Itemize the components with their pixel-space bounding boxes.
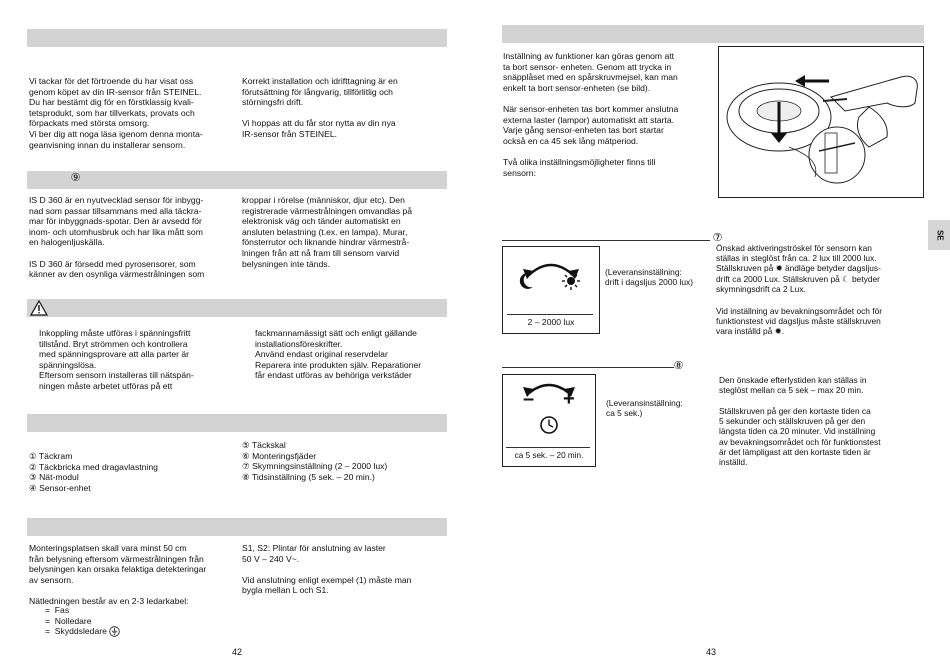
list-item: = Fas xyxy=(45,605,70,615)
list-item: ⑦ Skymningsinställning (2 – 2000 lux) xyxy=(242,461,388,472)
clock-icon xyxy=(541,417,557,433)
page-number: 43 xyxy=(706,647,717,657)
list-item: ⑥ Monteringsfjäder xyxy=(242,450,317,461)
description-text-col1: IS D 360 är en nyutvecklad sensor för inbygg- nad som passar tillsammans med alla täckra- mar för inbyggnads-spotar. Den är avsedd för inom- och utomhusbruk och har lika mått som en halogenljuskälla. IS D 360 är försedd med pyrosensorer, som känner av den osynliga värmestrålningen som xyxy=(29,195,205,280)
sun-icon: ✹ xyxy=(772,326,782,337)
section-marker: ⑦ xyxy=(712,232,723,244)
twilight-range-label-line xyxy=(507,314,593,315)
warning-icon xyxy=(30,300,48,316)
mounting-text-col2: S1, S2: Plintar för anslutning av laster 50 V – 240 V~. Vid anslutning enligt exempel (1) måste man bygla mellan L och S1. xyxy=(242,543,412,596)
page-number: 42 xyxy=(232,647,243,657)
list-item: ① Täckram xyxy=(29,451,73,461)
minus-sign: – xyxy=(523,388,535,410)
section-header-bar xyxy=(502,25,924,43)
twilight-description-2: Vid inställning av bevakningsområdet och för funktionstest vid dagsljus måste ställskruven vara inställd på ✹. xyxy=(716,306,883,337)
time-range-label: ca 5 sek. – 20 min. xyxy=(514,451,584,460)
section-header-bar xyxy=(27,518,447,536)
ground-icon xyxy=(109,626,120,637)
section-marker: ⑧ xyxy=(673,360,684,372)
list-item: ③ Nät-modul xyxy=(29,472,79,483)
sensor-illustration-drawing xyxy=(719,47,923,197)
plus-sign: + xyxy=(563,388,575,410)
mounting-text-col1: Monteringsplatsen skall vara minst 50 cm från belysning eftersom värmestrålningen från belysningen kan orsaka felaktiga detekteringar av sensorn. Nätledningen består av en 2-3 ledarkabel: xyxy=(29,543,207,606)
divider xyxy=(502,367,674,368)
twilight-dial-diagram xyxy=(502,246,600,334)
twilight-dial-drawing xyxy=(503,247,599,317)
sun-icon: ✹ xyxy=(773,263,783,274)
sensor-removal-illustration xyxy=(718,46,924,198)
safety-text-col2: fackmannamässigt sätt och enligt gällande installationsföreskrifter. Använd endast original reservdelar Reparera inte produkten själv. Reparationer får endast utföras av behöriga verkstäder xyxy=(255,328,422,381)
section-marker: ⑨ xyxy=(70,172,81,184)
intro-text-col1: Vi tackar för det förtroende du har visat oss genom köpet av din IR-sensor från STEINEL. Du har bestämt dig för en förstklassig kvali- tetsprodukt, som har tillverkats, provats och förpackats med största omsorg. Vi ber dig att noga läsa igenom denna monta- geanvisning innan du installerar sensorn. xyxy=(29,76,203,150)
list-item: ④ Sensor-enhet xyxy=(29,482,91,493)
parts-list-col2 xyxy=(242,440,387,482)
time-dial-drawing xyxy=(503,375,595,445)
divider xyxy=(502,240,710,241)
section-header-bar xyxy=(27,171,447,189)
language-tab[interactable]: SE xyxy=(928,220,950,250)
time-description: Den önskade efterlystiden kan ställas in steglöst mellan ca 5 sek – max 20 min. xyxy=(719,375,867,396)
time-dial-diagram xyxy=(502,374,596,467)
twilight-description: Önskad aktiveringströskel för sensorn kan ställas in steglöst från ca. 2 lux till 2000 lux. Ställskruven på ✹ ändläge betyder dagsljus- drift ca 2000 Lux. Ställskruven på ☾ betyder skymningsdrift ca 2 Lux. xyxy=(716,243,881,294)
intro-text-col2: Korrekt installation och idrifttagning är en förutsättning för långvarig, tillförlitlig och störningsfri drift. Vi hoppas att du får stor nytta av din nya IR-sensor från STEINEL. xyxy=(242,76,398,139)
cable-list xyxy=(45,605,120,637)
section-header-bar xyxy=(27,299,447,317)
twilight-range-label: 2 – 2000 lux xyxy=(527,317,575,327)
section-header-bar xyxy=(27,29,447,47)
twilight-default-note: (Leveransinställning: drift i dagsljus 2000 lux) xyxy=(605,267,693,288)
description-text-col2: kroppar i rörelse (människor, djur etc). Den registrerade värmestrålningen omvandlas på elektronisk väg och tänder automatiskt en ansluten belastning (t.ex. en lampa). Murar, fönsterrutor och liknande hindrar värmestrå- lningen från att nå fram till sensorn varvid belysningen inte tänds. xyxy=(242,195,413,269)
section-header-bar xyxy=(27,414,447,432)
list-item: = Skyddsledare xyxy=(45,626,120,637)
time-default-note: (Leveransinställning: ca 5 sek.) xyxy=(606,398,683,419)
time-description-2: Ställskruven på ger den kortaste tiden ca 5 sekunder och ställskruven på ger den längsta tiden ca 20 minuter. Vid inställning av bevakningsområdet och för funktionstest är det lämpligast att den kortaste tiden är inställd. xyxy=(719,406,881,468)
list-item: ⑧ Tidsinställning (5 sek. – 20 min.) xyxy=(242,471,375,482)
list-item: = Nolledare xyxy=(45,615,92,626)
time-range-label-line xyxy=(506,447,590,448)
sun-icon xyxy=(562,272,580,290)
parts-list-col1 xyxy=(29,451,158,493)
list-item: ⑤ Täckskal xyxy=(242,440,286,450)
safety-text-col1: Inkoppling måste utföras i spänningsfritt tillstånd. Bryt strömmen och kontrollera med spänningsprovare att alla parter är spänningslösa. Eftersom sensorn installeras till nätspän- ningen måste arbetet utföras på ett xyxy=(39,328,194,391)
list-item: ② Täckbricka med dragavlastning xyxy=(29,461,158,472)
moon-icon: ☾ xyxy=(839,273,850,284)
settings-text: Inställning av funktioner kan göras genom att ta bort sensor- enheten. Genom att trycka in snäpplåset med en spårskruvmejsel, kan man enkelt ta bort sensor-enheten (se bild). När sensor-enheten tas bort kommer anslutna externa laster (lampor) automatiskt att starta. Varje gång sensor-enheten tas bort startar också en ca 45 sek lång mätperiod. Två olika inställningsmöjligheter finns till sensorn: xyxy=(503,51,679,178)
